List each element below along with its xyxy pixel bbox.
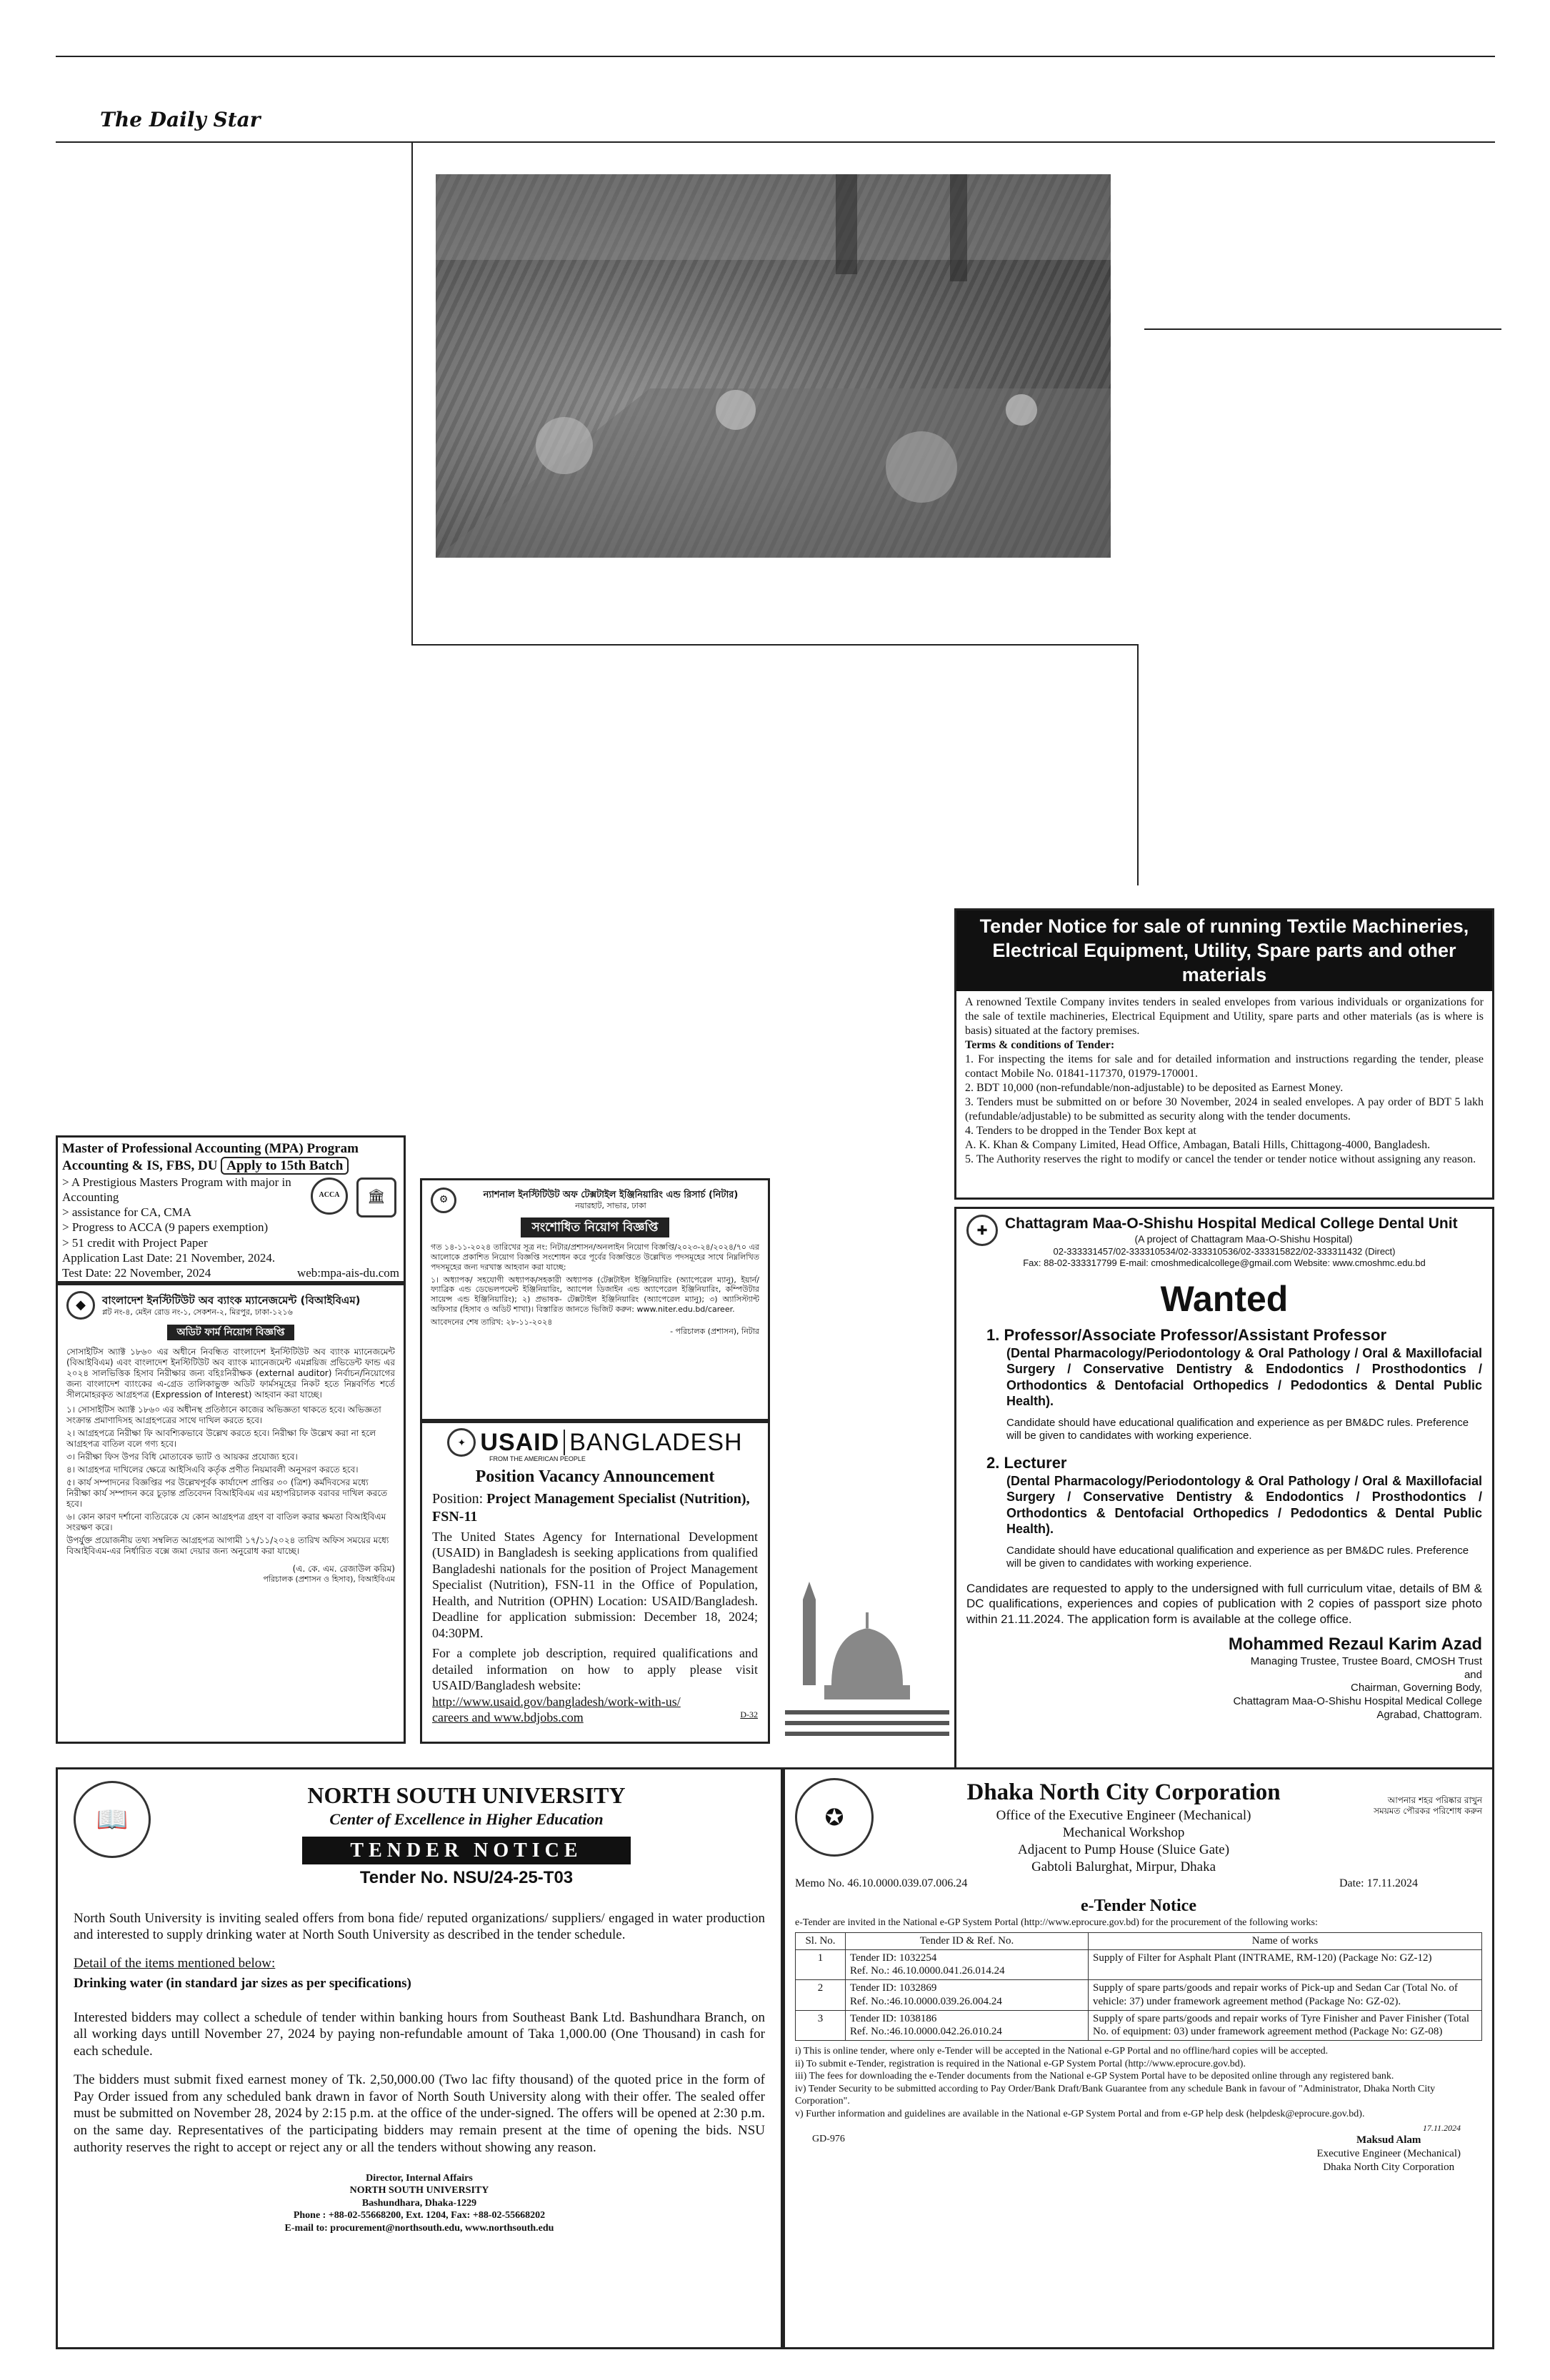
nsu-tender-ad: [56, 1767, 783, 2349]
cmosh-signer-line: and: [1464, 1668, 1482, 1681]
top-rule: [56, 56, 1495, 57]
table-cell: Tender ID: 1038186: [850, 2012, 937, 2024]
cmosh-pos1-subjects: (Dental Pharmacology/Periodontology & Oral Pathology / Oral & Maxillofacial Surgery / Conservative Dentistry & Endodontics / Prosthodontics / Orthodontics & Dentofacial Orthopedics / Pedodontics & Dental Public Health).: [1006, 1345, 1482, 1408]
dncc-signer-title: Executive Engineer (Mechanical): [1316, 2147, 1461, 2159]
nitter-items: ১। অধ্যাপক/ সহযোগী অধ্যাপক/সহকারী অধ্যাপক (টেক্সটাইল ইঞ্জিনিয়ারিং (অ্যাপেরেল ম্যানু), ইয়ার্ন/ফ্যাব্রিক এন্ড ডেভেলপমেন্ট ইঞ্জিনিয়ারিং, অ্যাপেল ডিজাইন এন্ড অ্যাপেরেল ইঞ্জিনিয়ারিং, কম্পিউটার সায়েন্স এন্ড ইঞ্জিনিয়ারিং); ২) প্রভাষক- টেক্সটাইল ইঞ্জিনিয়ারিং (অ্যাপেরেল ম্যানু); ৩) অ্যাসিস্ট্যান্ট অফিসার (হিসাব ও অডিট শাখা)। বিস্তারিত জানতে ভিজিট করুন: www.niter.edu.bd/career.: [431, 1275, 759, 1314]
usaid-link[interactable]: http://www.usaid.gov/bangladesh/work-with-us/: [432, 1694, 681, 1709]
table-cell: Ref. No.:46.10.0000.039.26.004.24: [850, 1995, 1002, 2007]
nsu-p1: North South University is inviting sealed offers from bona fide/ reputed organizations/ suppliers/ engaged in water production and interested to supply drinking water at North South University as described in the tender schedule.: [74, 1910, 765, 1943]
cmosh-title: Chattagram Maa-O-Shishu Hospital Medical College Dental Unit: [1005, 1215, 1458, 1232]
table-cell: Supply of Filter for Asphalt Plant (INTRAME, RM-120) (Package No: GZ-12): [1089, 1949, 1482, 1980]
dncc-note: i) This is online tender, where only e-Tender will be accepted in the National e-GP Portal and no offline/hard copies will be accepted.: [795, 2046, 1329, 2057]
cmosh-signer-line: Chairman, Governing Body,: [1351, 1682, 1482, 1694]
dncc-date: Date: 17.11.2024: [1339, 1877, 1418, 1890]
table-cell: Ref. No.:46.10.0000.042.26.010.24: [850, 2026, 1002, 2038]
table-cell: Tender ID: 1032254: [850, 1952, 937, 1964]
dncc-name: Dhaka North City Corporation: [966, 1779, 1281, 1805]
textile-term: 2. BDT 10,000 (non-refundable/non-adjustable) to be deposited as Earnest Money.: [965, 1082, 1344, 1095]
dncc-note: iii) The fees for downloading the e-Tender documents from the National e-GP System Portal have to be deposited online through any registered bank.: [795, 2071, 1394, 2082]
cmosh-pos2-note: Candidate should have educational qualification and experience as per BM&DC rules. Preference will be given to candidates with working experience.: [1006, 1544, 1469, 1570]
nsu-sig: E-mail to: procurement@northsouth.edu, www.northsouth.edu: [284, 2222, 554, 2234]
textile-tender-ad: [954, 908, 1494, 1200]
story-frame-right: [1137, 644, 1139, 885]
bibm-item: ২। আগ্রহপত্রে নিরীক্ষা ফি আবশ্যিকভাবে উল্লেখ করতে হবে। নিরীক্ষা ফি উল্লেখ করা না হলে আগ্রহপত্র বাতিল বলে গণ্য হবে।: [66, 1427, 376, 1449]
table-header: Sl. No.: [796, 1932, 846, 1949]
nsu-sig: NORTH SOUTH UNIVERSITY: [349, 2185, 489, 2196]
textile-term: 5. The Authority reserves the right to modify or cancel the tender or tender notice without assigning any reason.: [965, 1153, 1476, 1166]
bibm-heading: অডিট ফার্ম নিয়োগ বিজ্ঞপ্তি: [167, 1325, 295, 1340]
mpa-ad: [56, 1135, 406, 1283]
dncc-adjacent: Adjacent to Pump House (Sluice Gate): [1018, 1842, 1230, 1857]
bibm-title: বাংলাদেশ ইনস্টিটিউট অব ব্যাংক ম্যানেজমেন্ট (বিআইবিএম): [102, 1293, 361, 1307]
table-cell: 3: [796, 2010, 846, 2041]
masthead-rule: [56, 141, 1495, 143]
textile-term: 4. Tenders to be dropped in the Tender Box kept at: [965, 1125, 1196, 1138]
cmosh-signer-line: Agrabad, Chattogram.: [1376, 1708, 1482, 1721]
nsu-logo: 📖: [74, 1781, 151, 1858]
bibm-address: প্লট নং-৪, মেইন রোড নং-১, সেকশন-২, মিরপুর, ঢাকা-১২১৬: [102, 1307, 293, 1317]
du-logo: 🏛: [356, 1178, 396, 1217]
story-frame-bottom: [411, 644, 1139, 646]
dncc-note: v) Further information and guidelines are available in the National e-GP System Portal and from e-GP help desk (helpdesk@eprocure.gov.bd).: [795, 2108, 1365, 2119]
nitter-heading: সংশোধিত নিয়োগ বিজ্ঞপ্তি: [521, 1217, 670, 1237]
usaid-ad: [420, 1421, 770, 1744]
dncc-address: Gabtoli Balurghat, Mirpur, Dhaka: [1031, 1859, 1216, 1874]
cmosh-wanted: Wanted: [1160, 1278, 1289, 1319]
nsu-sig: Phone : +88-02-55668200, Ext. 1204, Fax: +88-02-55668202: [293, 2210, 546, 2221]
mpa-line: > Progress to ACCA (9 papers exemption): [62, 1220, 269, 1235]
table-header: Tender ID & Ref. No.: [846, 1932, 1089, 1949]
nsu-tender-no: Tender No. NSU/24-25-T03: [359, 1867, 574, 1887]
nitter-title: ন্যাশনাল ইনস্টিটিউট অফ টেক্সটাইল ইঞ্জিনিয়ারিং এন্ড রিসার্চ (নিটার): [483, 1190, 739, 1200]
bibm-logo: ◆: [66, 1291, 95, 1320]
usaid-country: BANGLADESH: [569, 1429, 743, 1456]
cmosh-signer-line: Managing Trustee, Trustee Board, CMOSH Trust: [1250, 1655, 1482, 1667]
dncc-logo: ✪: [795, 1778, 874, 1857]
usaid-brand: USAID: [480, 1429, 560, 1456]
usaid-link[interactable]: careers and www.bdjobs.com: [432, 1710, 584, 1725]
textile-intro: A renowned Textile Company invites tenders in sealed envelopes from various individuals or organizations for the sale of textile machineries, Electrical Equipment and Utility, spare parts and other materials (as is where is basis) situated at the factory premises.: [965, 996, 1484, 1038]
nsu-p2: Interested bidders may collect a schedule of tender within banking hours from Southeast Bank Ltd. Bashundhara Branch, on all working days untill November 27, 2024 by paying non-refundable amount of Taka 1,000.00 (One Thousand) in cash for each schedule.: [74, 2009, 765, 2059]
usaid-tagline: FROM THE AMERICAN PEOPLE: [489, 1455, 586, 1462]
bibm-item: ৪। আগ্রহপত্র দাখিলের ক্ষেত্রে আইসিএবি কর্তৃক প্রণীত নিয়মাবলী অনুসরণ করতে হবে।: [66, 1464, 359, 1475]
cmosh-ad: [954, 1207, 1494, 1771]
dncc-note: iv) Tender Security to be submitted according to Pay Order/Bank Draft/Bank Guarantee from any schedule Bank in favour of "Administrator, Dhaka North City Corporation".: [795, 2083, 1436, 2107]
table-cell: Supply of spare parts/goods and repair works of Tyre Finisher and Paver Finisher (Total No. of equipment: 03) under framework agreement method (Package No: GZ-08): [1089, 2010, 1482, 2041]
usaid-title: Position Vacancy Announcement: [475, 1467, 715, 1486]
bibm-item: ৩। নিরীক্ষা ফিস উপর বিধি মোতাবেক ভ্যাট ও আয়কর প্রযোজ্য হবে।: [66, 1451, 298, 1462]
usaid-more: For a complete job description, required qualifications and detailed information on how to apply please visit USAID/Bangladesh website:: [432, 1646, 758, 1693]
mosque-illustration: [781, 1578, 953, 1742]
usaid-body: The United States Agency for International Development (USAID) in Bangladesh is seeking applications from qualified Bangladeshi nationals for the position of Project Management Specialist (Nutrition), FSN-11 in the Office of Population, Health, and Nutrition (OPHN) Location: USAID/Bangladesh. Deadline for application submission: December 18, 2024; 04:30PM.: [432, 1529, 758, 1640]
acca-logo: ACCA: [311, 1178, 348, 1215]
story-frame-left: [411, 141, 413, 646]
bibm-closing: উপর্যুক্ত প্রয়োজনীয় তথ্য সম্বলিত আগ্রহপত্র আগামী ১৭/১১/২০২৪ তারিখ অফিস সময়ের মধ্যে বিআইবিএম-এর নির্ধারিত বক্সে জমা দেয়ার জন্য অনুরোধ করা যাচ্ছে।: [66, 1535, 389, 1556]
usaid-position-label: Position:: [432, 1490, 484, 1507]
nsu-sig: Bashundhara, Dhaka-1229: [361, 2197, 477, 2209]
dncc-workshop: Mechanical Workshop: [1062, 1825, 1185, 1840]
table-cell: 1: [796, 1949, 846, 1980]
textile-term: 1. For inspecting the items for sale and for detailed information and instructions regarding the tender, please contact Mobile No. 01841-117370, 01979-170001.: [965, 1053, 1484, 1080]
textile-title: Tender Notice for sale of running Textile Machineries,: [979, 915, 1469, 937]
nsu-detail-heading: Detail of the items mentioned below:: [74, 1956, 276, 1971]
bibm-ad: [56, 1283, 406, 1744]
cmosh-apply: Candidates are requested to apply to the undersigned with full curriculum vitae, details of BM & DC qualifications, experiences and copies of publication with 2 copies of passport size photo within 21.11.2024. The application form is available at the college office.: [966, 1582, 1482, 1626]
dncc-office: Office of the Executive Engineer (Mechanical): [996, 1808, 1251, 1824]
mpa-test-date: Test Date: 22 November, 2024: [62, 1266, 211, 1280]
dncc-heading: e-Tender Notice: [1081, 1897, 1196, 1916]
nitter-signer: - পরিচালক (প্রশাসন), নিটার: [670, 1327, 759, 1337]
cmosh-logo: ✚: [966, 1215, 998, 1246]
bibm-item: ৫। কার্য সম্পাদনের বিজ্ঞপ্তির পর উল্লেখপূর্বক কার্যাদেশ প্রাপ্তির ৩০ (ত্রিশ) কর্মদিবসের মধ্যে নিরীক্ষা কার্য সম্পাদন করে চূড়ান্ত প্রতিবেদন বিআইবিএম এর মহাপরিচালক বরাবর দাখিল করতে হবে।: [66, 1477, 388, 1509]
table-header: Name of works: [1089, 1932, 1482, 1949]
textile-term: 3. Tenders must be submitted on or before 30 November, 2024 in sealed envelopes. A pay order of BDT 5 lakh (refundable/adjustable) to be submitted as security along with the tender documents.: [965, 1096, 1484, 1123]
bibm-signer: (এ. কে. এম. রেজাউল করিম): [292, 1563, 395, 1574]
dncc-sign-date: 17.11.2024: [1422, 2123, 1461, 2133]
table-cell: Ref. No.: 46.10.0000.041.26.014.24: [850, 1965, 1005, 1977]
mpa-line: > assistance for CA, CMA: [62, 1205, 191, 1219]
dncc-note: ii) To submit e-Tender, registration is required in the National e-GP System Portal (http://www.eprocure.gov.bd).: [795, 2058, 1246, 2069]
nitter-deadline: আবেদনের শেষ তারিখ: ২৮-১১-২০২৪: [431, 1317, 553, 1327]
nsu-item: Drinking water (in standard jar sizes as per specifications): [74, 1975, 411, 1991]
masthead: The Daily Star: [100, 108, 261, 131]
dncc-signer-org: Dhaka North City Corporation: [1323, 2161, 1455, 2173]
nitter-logo: ⚙: [431, 1188, 456, 1213]
mpa-line: > 51 credit with Project Paper: [62, 1235, 208, 1250]
table-cell: Tender ID: 1032869: [850, 1982, 937, 1994]
nsu-tagline: Center of Excellence in Higher Education: [329, 1810, 604, 1828]
textile-term: A. K. Khan & Company Limited, Head Office, Ambagan, Batali Hills, Chittagong-4000, Bangladesh.: [965, 1139, 1431, 1152]
dncc-slogan: সময়মত পৌরকর পরিশোধ করুন: [1374, 1806, 1482, 1816]
cmosh-pos2-subjects: (Dental Pharmacology/Periodontology & Oral Pathology / Oral & Maxillofacial Surgery / Conservative Dentistry & Endodontics / Prosthodontics / Orthodontics & Dentofacial Orthopedics / Pedodontics & Dental Public Health).: [1006, 1473, 1482, 1536]
usaid-code: D-32: [740, 1709, 758, 1720]
mpa-deadline: Application Last Date: 21 November, 2024.: [62, 1250, 276, 1265]
table-row: [796, 2010, 1482, 2041]
bibm-intro: সোসাইটিস অ্যাক্ট ১৮৬০ এর অধীনে নিবন্ধিত বাংলাদেশ ইনস্টিটিউট অব ব্যাংক ম্যানেজমেন্ট (বিআইবিএম) এবং বাংলাদেশ ইনস্টিটিউট অব ব্যাংক ম্যানেজমেন্ট এমপ্লয়িজ প্রভিডেন্ট ফান্ড এর ২০২৪ সালভিত্তিক হিসাব নিরীক্ষার জন্য বহিঃনিরীক্ষক (external auditor) নির্বাচন/নিয়োগের জন্য বাংলাদেশ ব্যাংকের এ-গ্রেড তালিকাভুক্ত অডিট ফার্মসমূহের নিকট হতে নিম্নবর্ণিত শর্তে সীলমোহরকৃত আগ্রহপত্র (Expression of Interest) আহবান করা যাচ্ছে।: [66, 1346, 395, 1400]
bibm-item: ১। সোসাইটিস অ্যাক্ট ১৮৬০ এর অধীনস্থ প্রতিষ্ঠানে কাজের অভিজ্ঞতা থাকতে হবে। অভিজ্ঞতা সংক্রান্ত প্রমাণাদিসহ আগ্রহপত্রের সাথে দাখিল করতে হবে।: [66, 1404, 381, 1425]
cmosh-pos2-title: 2. Lecturer: [986, 1454, 1067, 1472]
nitter-ad: [420, 1178, 770, 1421]
mpa-title: Master of Professional Accounting (MPA) Program: [62, 1141, 359, 1156]
dncc-intro: e-Tender are invited in the National e-GP System Portal (http://www.eprocure.gov.bd) for the procurement of the following works:: [795, 1917, 1318, 1929]
cmosh-signer-line: Chattagram Maa-O-Shishu Hospital Medical College: [1233, 1695, 1482, 1707]
nsu-banner: TENDER NOTICE: [302, 1837, 631, 1864]
nitter-body: গত ১৪-১১-২০২৪ তারিখের সূত্র নং: নিটার/প্রশাসন/অনলাইন নিয়োগ বিজ্ঞপ্তি/২০২৩-২৪/২০২৪/৭০ এর আলোকে প্রকাশিত নিয়োগ বিজ্ঞপ্তি সংশোধন করে পূর্বের বিজ্ঞপ্তিতে উল্লেখিত পদসমূহের সাথে নিম্নলিখিত পদসমূহের জন্য দরখাস্ত আহবান করা যাচ্ছে:: [431, 1242, 759, 1272]
rubble-photo: [436, 174, 1111, 558]
mpa-web: web:mpa-ais-du.com: [296, 1266, 399, 1280]
dncc-memo: Memo No. 46.10.0000.039.07.006.24: [795, 1877, 968, 1890]
nsu-p3: The bidders must submit fixed earnest money of Tk. 2,50,000.00 (Two lac fifty thousand) of the quoted price in the form of Pay Order issued from any scheduled bank drawn in favor of North South University along with their offer. The sealed offer must be submitted on November 28, 2024 by 2:15 p.m. at the office of the under-signed. The offers will be opened at 2:30 p.m. on the same day. Representatives of the participating bidders may remain present at the time of opening the bids. NSU authority reserves the right to accept or reject any or all the tenders without showing any reason.: [74, 2072, 765, 2155]
dncc-slogan: আপনার শহর পরিষ্কার রাখুন: [1387, 1795, 1482, 1805]
usaid-seal-icon: ✦: [447, 1428, 476, 1457]
cmosh-pos1-title: 1. Professor/Associate Professor/Assistant Professor: [986, 1326, 1387, 1344]
mpa-subtitle: Accounting & IS, FBS, DU: [62, 1158, 218, 1173]
dncc-signer: Maksud Alam: [1356, 2134, 1421, 2146]
dncc-works-table: [795, 1932, 1482, 2041]
mpa-batch: Apply to 15th Batch: [221, 1157, 349, 1175]
cmosh-contact: Fax: 88-02-333317799 E-mail: cmoshmedicalcollege@gmail.com Website: www.cmoshmc.edu.bd: [1023, 1257, 1426, 1269]
cmosh-signer: Mohammed Rezaul Karim Azad: [1228, 1634, 1482, 1654]
dncc-tender-ad: [783, 1767, 1494, 2349]
textile-terms-heading: Terms & conditions of Tender:: [965, 1039, 1115, 1052]
table-cell: Supply of spare parts/goods and repair works of Pick-up and Sedan Car (Total No. of vehicle: 37) under framework agreement method (Package No: GZ-02).: [1089, 1980, 1482, 2011]
table-row: [796, 1980, 1482, 2011]
cmosh-subtitle: (A project of Chattagram Maa-O-Shishu Hospital): [1134, 1233, 1353, 1245]
cmosh-phone: 02-333331457/02-333310534/02-333310536/02-333315822/02-333311432 (Direct): [1053, 1246, 1396, 1257]
mpa-line: > A Prestigious Masters Program with major in Accounting: [62, 1175, 291, 1204]
table-cell: 2: [796, 1980, 846, 2011]
textile-title-2: Electrical Equipment, Utility, Spare parts and other materials: [992, 939, 1456, 985]
nsu-name: NORTH SOUTH UNIVERSITY: [307, 1782, 626, 1808]
nitter-address: নয়ারহাট, সাভার, ঢাকা: [575, 1201, 646, 1211]
table-row: [796, 1949, 1482, 1980]
dncc-code: GD-976: [812, 2133, 845, 2144]
nsu-sig: Director, Internal Affairs: [366, 2172, 473, 2184]
cmosh-pos1-note: Candidate should have educational qualification and experience as per BM&DC rules. Preference will be given to candidates with working experience.: [1006, 1416, 1469, 1442]
side-rule: [1144, 328, 1501, 330]
usaid-position: Project Management Specialist (Nutrition), FSN-11: [432, 1490, 750, 1525]
bibm-item: ৬। কোন কারণ দর্শানো ব্যতিরেকে যে কোন আগ্রহপত্র গ্রহণ বা বাতিল করার ক্ষমতা বিআইবিএম সংরক্ষণ করে।: [66, 1511, 386, 1532]
bibm-signer-title: পরিচালক (প্রশাসন ও হিসাব), বিআইবিএম: [263, 1574, 395, 1584]
